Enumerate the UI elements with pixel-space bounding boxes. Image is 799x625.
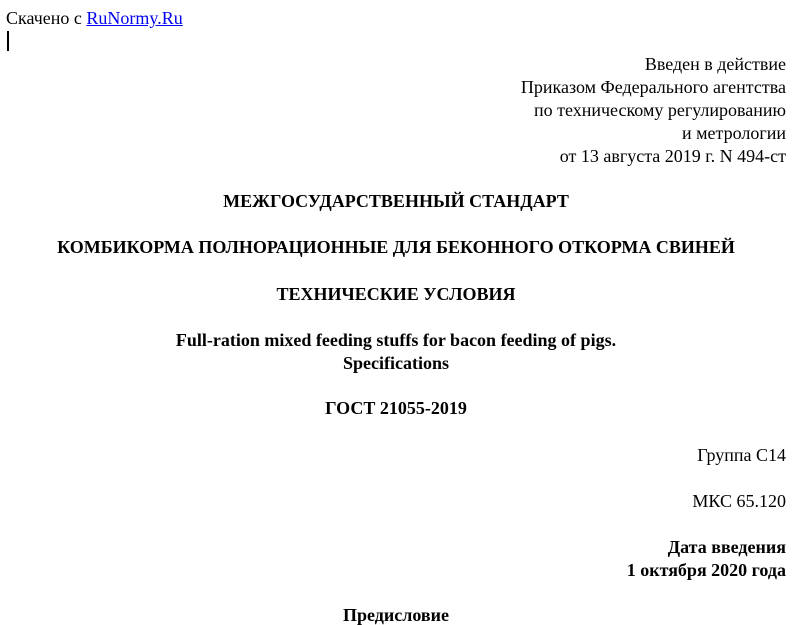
enactment-line: и метрологии	[682, 123, 786, 143]
english-title	[0, 329, 792, 375]
introduction-date-value: 1 октября 2020 года	[626, 560, 786, 580]
gost-number: ГОСТ 21055-2019	[325, 398, 467, 418]
foreword-heading: Предисловие	[343, 605, 449, 625]
english-title-line: Full-ration mixed feeding stuffs for bacon feeding of pigs.	[175, 330, 617, 350]
runormy-link[interactable]: RuNormy.Ru	[86, 8, 183, 28]
enactment-line: Введен в действие	[644, 54, 786, 74]
enactment-block	[521, 53, 786, 168]
group-code: Группа С14	[697, 445, 786, 465]
mks-code: МКС 65.120	[692, 491, 786, 511]
technical-conditions-heading: ТЕХНИЧЕСКИЕ УСЛОВИЯ	[276, 284, 516, 304]
english-title-line: Specifications	[343, 353, 449, 373]
enactment-line: Приказом Федерального агентства	[520, 77, 786, 97]
enactment-line: по техническому регулированию	[533, 100, 786, 120]
document-title: КОМБИКОРМА ПОЛНОРАЦИОННЫЕ ДЛЯ БЕКОННОГО ОТКОРМА СВИНЕЙ	[57, 237, 735, 257]
text-cursor	[7, 31, 9, 51]
download-prefix-text: Скачено с	[6, 8, 87, 28]
introduction-date-block	[627, 536, 786, 582]
introduction-date-label: Дата введения	[667, 537, 786, 557]
enactment-line: от 13 августа 2019 г. N 494-ст	[559, 146, 786, 166]
interstate-standard-heading: МЕЖГОСУДАРСТВЕННЫЙ СТАНДАРТ	[223, 191, 569, 211]
download-source-line	[6, 7, 183, 30]
